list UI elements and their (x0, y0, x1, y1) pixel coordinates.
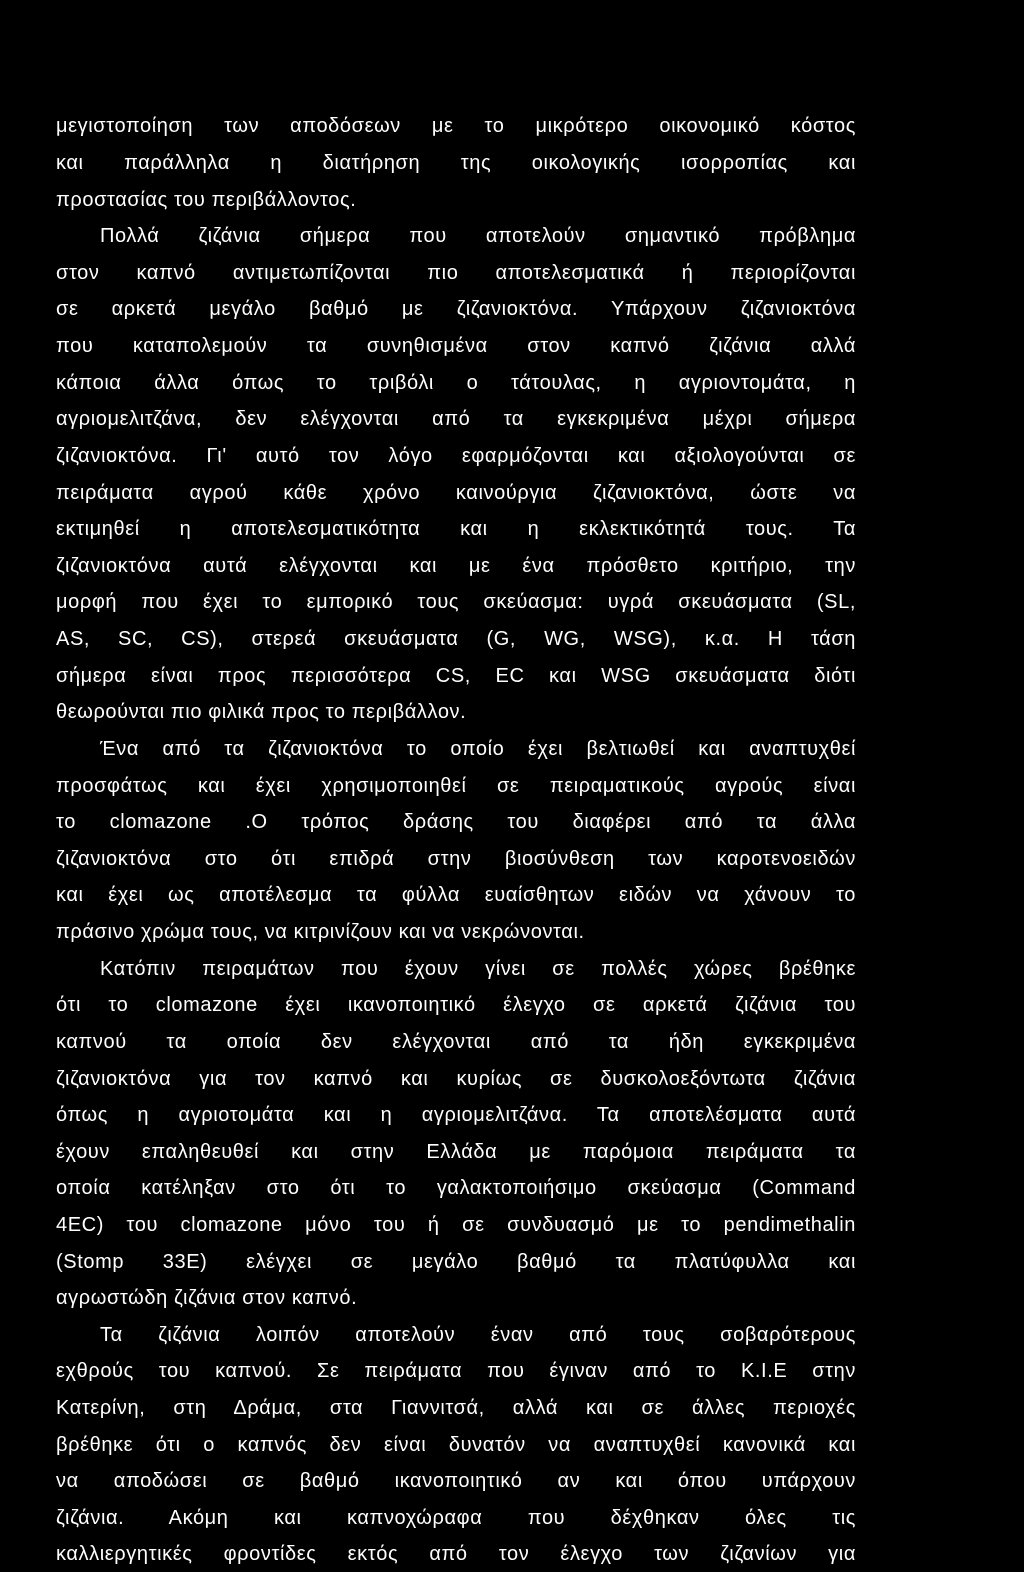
text-line: μεγιστοποίηση των αποδόσεων με το μικρότερο οικονομικό κόστος (56, 115, 856, 137)
text-line: αγριομελιτζάνα, δεν ελέγχονται από τα εγκεκριμένα μέχρι σήμερα (56, 408, 856, 430)
text-line: και παράλληλα η διατήρηση της οικολογικής ισορροπίας και (56, 152, 856, 174)
text-line: σε αρκετά μεγάλο βαθμό με ζιζανιοκτόνα. Υπάρχουν ζιζανιοκτόνα (56, 298, 856, 320)
text-line: ζιζανιοκτόνα στο ότι επιδρά στην βιοσύνθεση των καροτενοειδών (56, 848, 856, 870)
text-line: καλλιεργητικές φροντίδες εκτός από τον έλεγχο των ζιζανίων για (56, 1543, 856, 1565)
text-line: ζιζανιοκτόνα. Γι' αυτό τον λόγο εφαρμόζονται και αξιολογούνται σε (56, 445, 856, 467)
text-line: Κατερίνη, στη Δράμα, στα Γιαννιτσά, αλλά και σε άλλες περιοχές (56, 1397, 856, 1419)
text-line: σήμερα είναι προς περισσότερα CS, EC και WSG σκευάσματα διότι (56, 665, 856, 687)
text-line: οποία κατέληξαν στο ότι το γαλακτοποιήσιμο σκεύασμα (Command (56, 1177, 856, 1199)
text-line: κάποια άλλα όπως το τριβόλι ο τάτουλας, η αγριοντομάτα, η (56, 372, 856, 394)
text-line: ότι το clomazone έχει ικανοποιητικό έλεγχο σε αρκετά ζιζάνια του (56, 994, 856, 1016)
text-line: όπως η αγριοτομάτα και η αγριομελιτζάνα. Τα αποτελέσματα αυτά (56, 1104, 856, 1126)
text-line: Τα ζιζάνια λοιπόν αποτελούν έναν από τους σοβαρότερους (100, 1324, 856, 1346)
text-line: θεωρούνται πιο φιλικά προς το περιβάλλον. (56, 701, 467, 723)
text-line: Πολλά ζιζάνια σήμερα που αποτελούν σημαντικό πρόβλημα (100, 225, 856, 247)
text-line: προστασίας του περιβάλλοντος. (56, 189, 357, 211)
text-line: βρέθηκε ότι ο καπνός δεν είναι δυνατόν να αναπτυχθεί κανονικά και (56, 1434, 856, 1456)
text-line: και έχει ως αποτέλεσμα τα φύλλα ευαίσθητων ειδών να χάνουν το (56, 884, 856, 906)
text-line: πειράματα αγρού κάθε χρόνο καινούργια ζιζανιοκτόνα, ώστε να (56, 482, 856, 504)
text-line: AS, SC, CS), στερεά σκευάσματα (G, WG, WSG), κ.α. Η τάση (56, 628, 856, 650)
text-line: να αποδώσει σε βαθμό ικανοποιητικό αν και όπου υπάρχουν (56, 1470, 856, 1492)
text-line: ζιζανιοκτόνα για τον καπνό και κυρίως σε δυσκολοεξόντωτα ζιζάνια (56, 1068, 856, 1090)
text-line: προσφάτως και έχει χρησιμοποιηθεί σε πειραματικούς αγρούς είναι (56, 775, 856, 797)
text-line: ζιζάνια. Ακόμη και καπνοχώραφα που δέχθηκαν όλες τις (56, 1507, 856, 1529)
text-line: Κατόπιν πειραμάτων που έχουν γίνει σε πολλές χώρες βρέθηκε (100, 958, 856, 980)
text-line: Ένα από τα ζιζανιοκτόνα το οποίο έχει βελτιωθεί και αναπτυχθεί (100, 738, 856, 760)
text-line: το clomazone .Ο τρόπος δράσης του διαφέρει από τα άλλα (56, 811, 856, 833)
text-line: εχθρούς του καπνού. Σε πειράματα που έγιναν από το Κ.Ι.Ε στην (56, 1360, 856, 1382)
text-line: ζιζανιοκτόνα αυτά ελέγχονται και με ένα πρόσθετο κριτήριο, την (56, 555, 856, 577)
text-line: έχουν επαληθευθεί και στην Ελλάδα με παρόμοια πειράματα τα (56, 1141, 856, 1163)
text-line: που καταπολεμούν τα συνηθισμένα στον καπνό ζιζάνια αλλά (56, 335, 856, 357)
text-line: καπνού τα οποία δεν ελέγχονται από τα ήδη εγκεκριμένα (56, 1031, 856, 1053)
text-line: εκτιμηθεί η αποτελεσματικότητα και η εκλεκτικότητά τους. Τα (56, 518, 856, 540)
text-line: πράσινο χρώμα τους, να κιτρινίζουν και να νεκρώνονται. (56, 921, 585, 943)
text-line: μορφή που έχει το εμπορικό τους σκεύασμα: υγρά σκευάσματα (SL, (56, 591, 856, 613)
text-line: αγρωστώδη ζιζάνια στον καπνό. (56, 1287, 358, 1309)
text-line: 4EC) του clomazone μόνο του ή σε συνδυασμό με το pendimethalin (56, 1214, 856, 1236)
text-line: στον καπνό αντιμετωπίζονται πιο αποτελεσματικά ή περιορίζονται (56, 262, 856, 284)
text-line: (Stomp 33E) ελέγχει σε μεγάλο βαθμό τα πλατύφυλλα και (56, 1251, 856, 1273)
